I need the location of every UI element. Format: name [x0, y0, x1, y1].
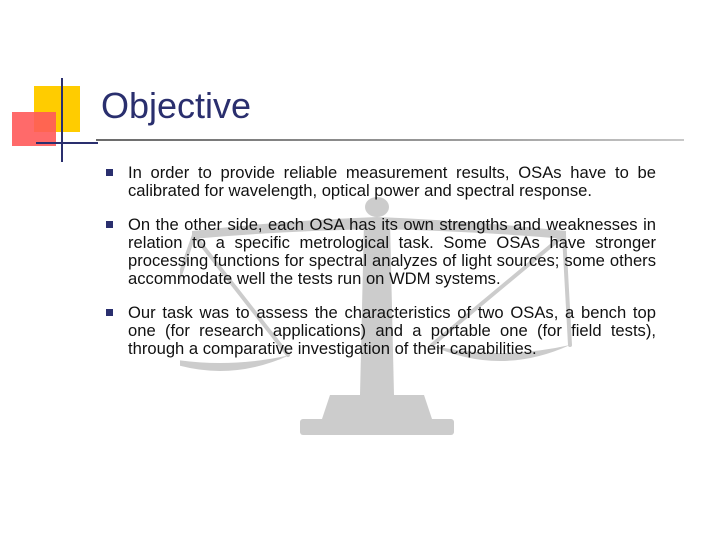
square-bullet-icon — [106, 309, 113, 316]
paragraph-calibration-text: In order to provide reliable measurement results, OSAs have to be calibrated for wavelength, optical power and spectral response. — [128, 163, 656, 200]
paragraph-calibration — [96, 164, 656, 200]
paragraph-task — [96, 304, 656, 358]
paragraph-strengths — [96, 216, 656, 288]
slide-title: Objective — [101, 85, 252, 126]
body-text — [96, 164, 656, 374]
corner-logo — [0, 0, 110, 170]
square-bullet-icon — [106, 169, 113, 176]
square-bullet-icon — [106, 221, 113, 228]
vertical-line — [61, 78, 63, 162]
horizontal-line — [36, 142, 98, 144]
paragraph-task-text: Our task was to assess the characteristics of two OSAs, a bench top one (for research applications) and a portable one (for field tests), through a comparative investigation of their capabilities. — [128, 303, 656, 358]
title-underline — [96, 139, 684, 141]
paragraph-strengths-text: On the other side, each OSA has its own strengths and weaknesses in relation to a specific metrological task. Some OSAs have stronger processing functions for spectral analyzes of light sources; some others accommodate well the tests run on WDM systems. — [128, 215, 656, 288]
red-square — [12, 112, 56, 146]
